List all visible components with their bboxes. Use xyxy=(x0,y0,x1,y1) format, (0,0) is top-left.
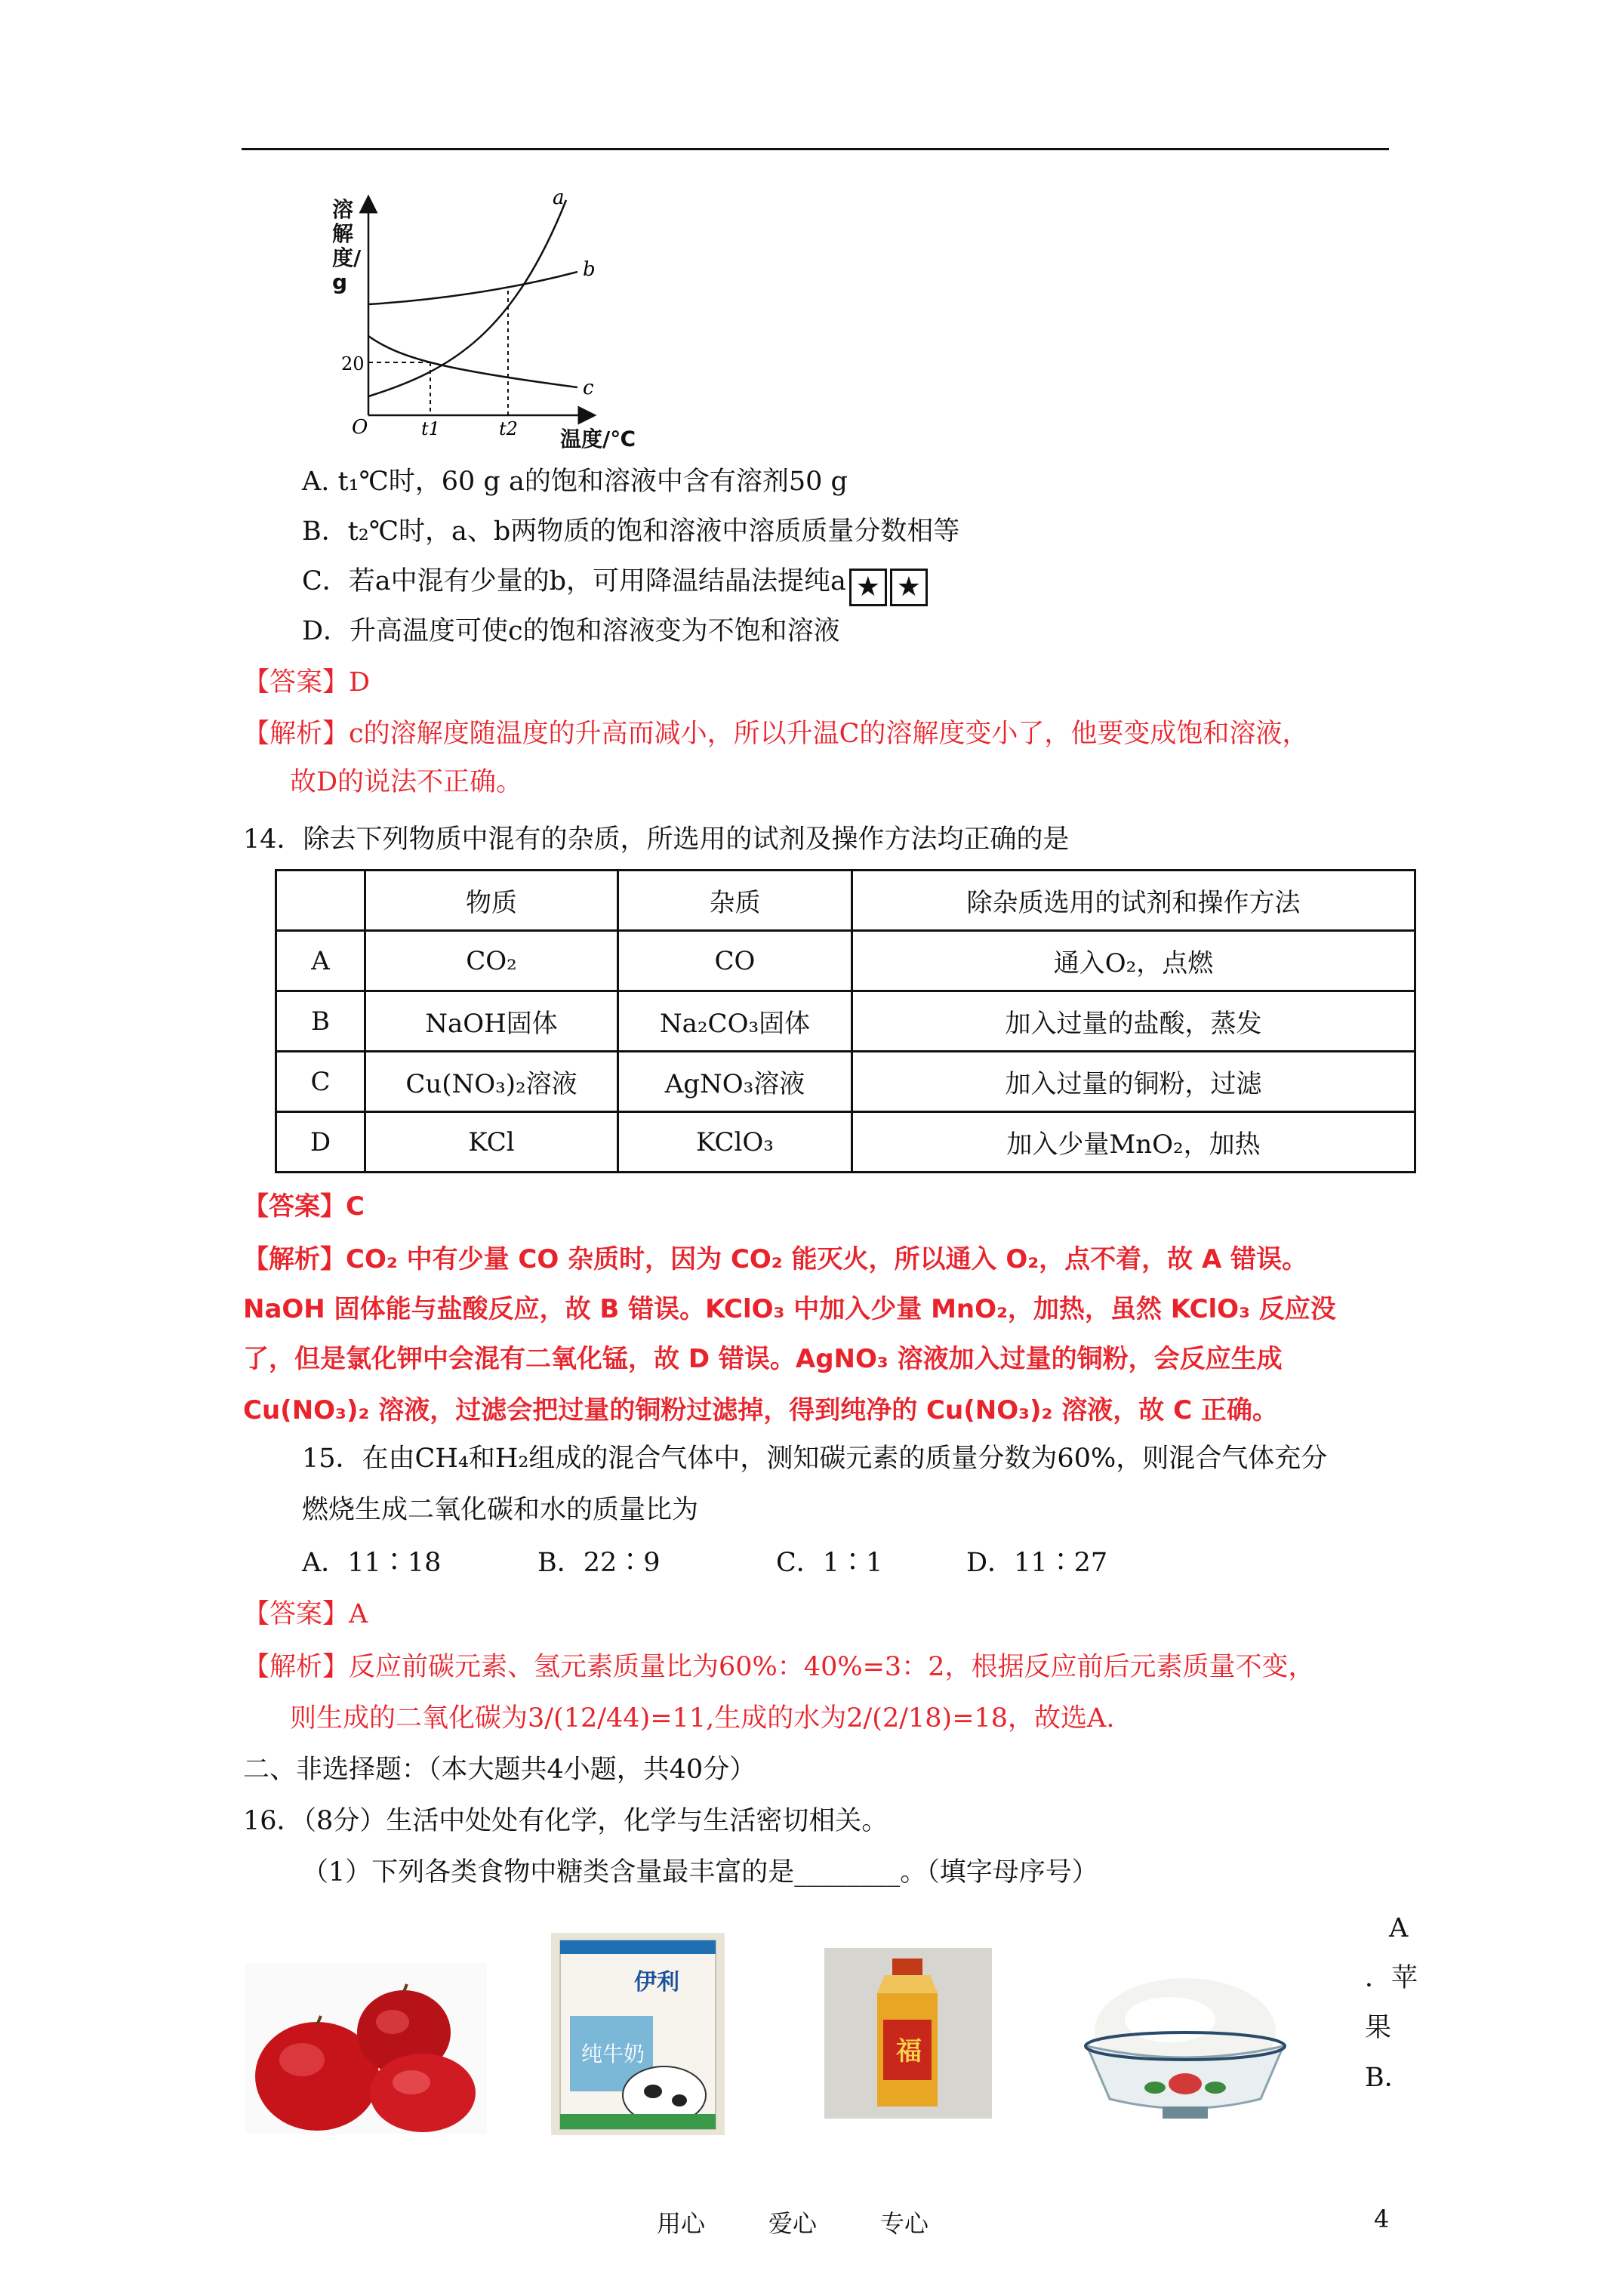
q16-option-side-3: 果 xyxy=(1365,2013,1392,2043)
table-header-cell: 物质 xyxy=(365,871,618,931)
q13-analysis-text1: c的溶解度随温度的升高而减小，所以升温C的溶解度变小了，他要变成饱和溶液， xyxy=(349,719,1309,749)
q15-option-a: A．11∶18 xyxy=(302,1548,442,1578)
section-heading: 二、非选择题：（本大题共4小题，共40分） xyxy=(243,1755,756,1785)
table-cell: C xyxy=(276,1052,365,1112)
q15-analysis-text1: 反应前碳元素、氢元素质量比为60%：40%=3：2，根据反应前后元素质量不变， xyxy=(349,1652,1315,1682)
y-axis-label: 溶解度/g xyxy=(332,197,362,294)
q16-stem: 16．（8分）生活中处处有化学，化学与生活密切相关。 xyxy=(243,1806,888,1836)
q16-option-side-4: B． xyxy=(1365,2063,1411,2093)
q13-option-a: A. t₁℃时，60 g a的饱和溶液中含有溶剂50 g xyxy=(302,467,848,497)
table-header-cell: 杂质 xyxy=(618,871,852,931)
footer-motto-2: 爱心 xyxy=(768,2209,818,2238)
table-cell: 加入少量MnO₂，加热 xyxy=(852,1112,1415,1173)
header-rule xyxy=(242,148,1389,150)
table-cell: KCl xyxy=(365,1112,618,1173)
table-row xyxy=(276,931,1415,991)
q16-sub1: （1）下列各类食物中糖类含量最丰富的是________。（填字母序号） xyxy=(302,1857,1098,1888)
x-tick-t2: t2 xyxy=(499,418,518,439)
table-cell: NaOH固体 xyxy=(365,991,618,1052)
star-icon: ★ xyxy=(849,569,887,606)
table-cell: 通入O₂，点燃 xyxy=(852,931,1415,991)
table-cell: Na₂CO₃固体 xyxy=(618,991,852,1052)
table-cell: A xyxy=(276,931,365,991)
table-header-row xyxy=(276,871,1415,931)
q13-option-b: B．t₂℃时，a、b两物质的饱和溶液中溶质质量分数相等 xyxy=(302,516,960,547)
q15-answer: 【答案】A xyxy=(243,1599,368,1629)
x-tick-t1: t1 xyxy=(421,418,440,439)
q13-analysis-line2: 故D的说法不正确。 xyxy=(290,767,523,797)
origin-label: O xyxy=(352,416,368,439)
page-number: 4 xyxy=(1374,2205,1390,2233)
q13-option-d: D．升高温度可使c的饱和溶液变为不饱和溶液 xyxy=(302,616,840,646)
q15-stem-line2: 燃烧生成二氧化碳和水的质量比为 xyxy=(302,1495,699,1525)
footer-motto-1: 用心 xyxy=(657,2209,706,2238)
series-label-a: a xyxy=(553,186,565,209)
table-row xyxy=(276,1052,1415,1112)
table-cell: D xyxy=(276,1112,365,1173)
q15-option-d: D．11∶27 xyxy=(966,1548,1108,1578)
oil-bottle-image xyxy=(824,1948,992,2119)
q15-option-b: B．22∶9 xyxy=(537,1548,661,1578)
q13-option-c xyxy=(302,563,928,606)
q15-analysis-line1 xyxy=(243,1649,1314,1685)
q14-answer: 【答案】C xyxy=(243,1191,365,1222)
table-cell: 加入过量的盐酸，蒸发 xyxy=(852,991,1415,1052)
table-cell: CO xyxy=(618,931,852,991)
table-header-cell xyxy=(276,871,365,931)
q13-analysis-line1 xyxy=(243,716,1308,752)
q16-option-side-1: A xyxy=(1389,1913,1409,1943)
rice-bowl-image xyxy=(1072,1955,1298,2137)
curve-b xyxy=(368,272,577,304)
milk-package-image xyxy=(551,1933,725,2135)
table-cell: AgNO₃溶液 xyxy=(618,1052,852,1112)
milk-brand-text: 伊利 xyxy=(634,1969,679,1996)
q16-option-side-2: ．苹 xyxy=(1365,1963,1418,1993)
curve-a xyxy=(368,200,566,396)
table-cell: B xyxy=(276,991,365,1052)
table-row xyxy=(276,991,1415,1052)
series-label-b: b xyxy=(583,258,596,281)
solubility-chart xyxy=(317,181,634,453)
q14-analysis-line4: Cu(NO₃)₂ 溶液，过滤会把过量的铜粉过滤掉，得到纯净的 Cu(NO₃)₂ 溶液，故 C 正确。 xyxy=(243,1395,1278,1425)
q15-option-c: C．1∶1 xyxy=(776,1548,883,1578)
oil-label-text: 福 xyxy=(896,2036,922,2066)
q14-stem: 14．除去下列物质中混有的杂质，所选用的试剂及操作方法均正确的是 xyxy=(243,824,1070,855)
table-header-cell: 除杂质选用的试剂和操作方法 xyxy=(852,871,1415,931)
table-row xyxy=(276,1112,1415,1173)
table-cell: 加入过量的铜粉，过滤 xyxy=(852,1052,1415,1112)
q13-answer: 【答案】D xyxy=(243,667,371,698)
q14-analysis-line1: 【解析】CO₂ 中有少量 CO 杂质时，因为 CO₂ 能灭火，所以通入 O₂，点不着，故 A 错误。 xyxy=(243,1244,1308,1274)
impurity-table xyxy=(275,869,1416,1173)
q13-option-c-text: C．若a中混有少量的b，可用降温结晶法提纯a xyxy=(302,566,846,596)
x-axis-label: 温度/℃ xyxy=(560,427,636,451)
q14-analysis-line3: 了，但是氯化钾中会混有二氧化锰，故 D 错误。AgNO₃ 溶液加入过量的铜粉，会反应生成 xyxy=(243,1344,1283,1374)
star-icon: ★ xyxy=(890,569,928,606)
table-cell: KClO₃ xyxy=(618,1112,852,1173)
y-tick-label: 20 xyxy=(341,353,365,374)
table-cell: Cu(NO₃)₂溶液 xyxy=(365,1052,618,1112)
apple-image xyxy=(245,1963,487,2134)
series-label-c: c xyxy=(583,377,594,399)
q15-analysis-line2: 则生成的二氧化碳为3/(12/44)=11,生成的水为2/(2/18)=18，故选A. xyxy=(290,1703,1115,1734)
q15-analysis-tag: 【解析】 xyxy=(243,1652,350,1682)
milk-product-text: 纯牛奶 xyxy=(581,2042,645,2066)
footer-motto-3: 专心 xyxy=(880,2209,929,2238)
q13-analysis-tag: 【解析】 xyxy=(243,719,350,749)
table-cell: CO₂ xyxy=(365,931,618,991)
q15-stem-line1: 15．在由CH₄和H₂组成的混合气体中，测知碳元素的质量分数为60%，则混合气体充分 xyxy=(302,1444,1328,1474)
q14-analysis-line2: NaOH 固体能与盐酸反应，故 B 错误。KClO₃ 中加入少量 MnO₂，加热，虽然 KClO₃ 反应没 xyxy=(243,1294,1336,1324)
